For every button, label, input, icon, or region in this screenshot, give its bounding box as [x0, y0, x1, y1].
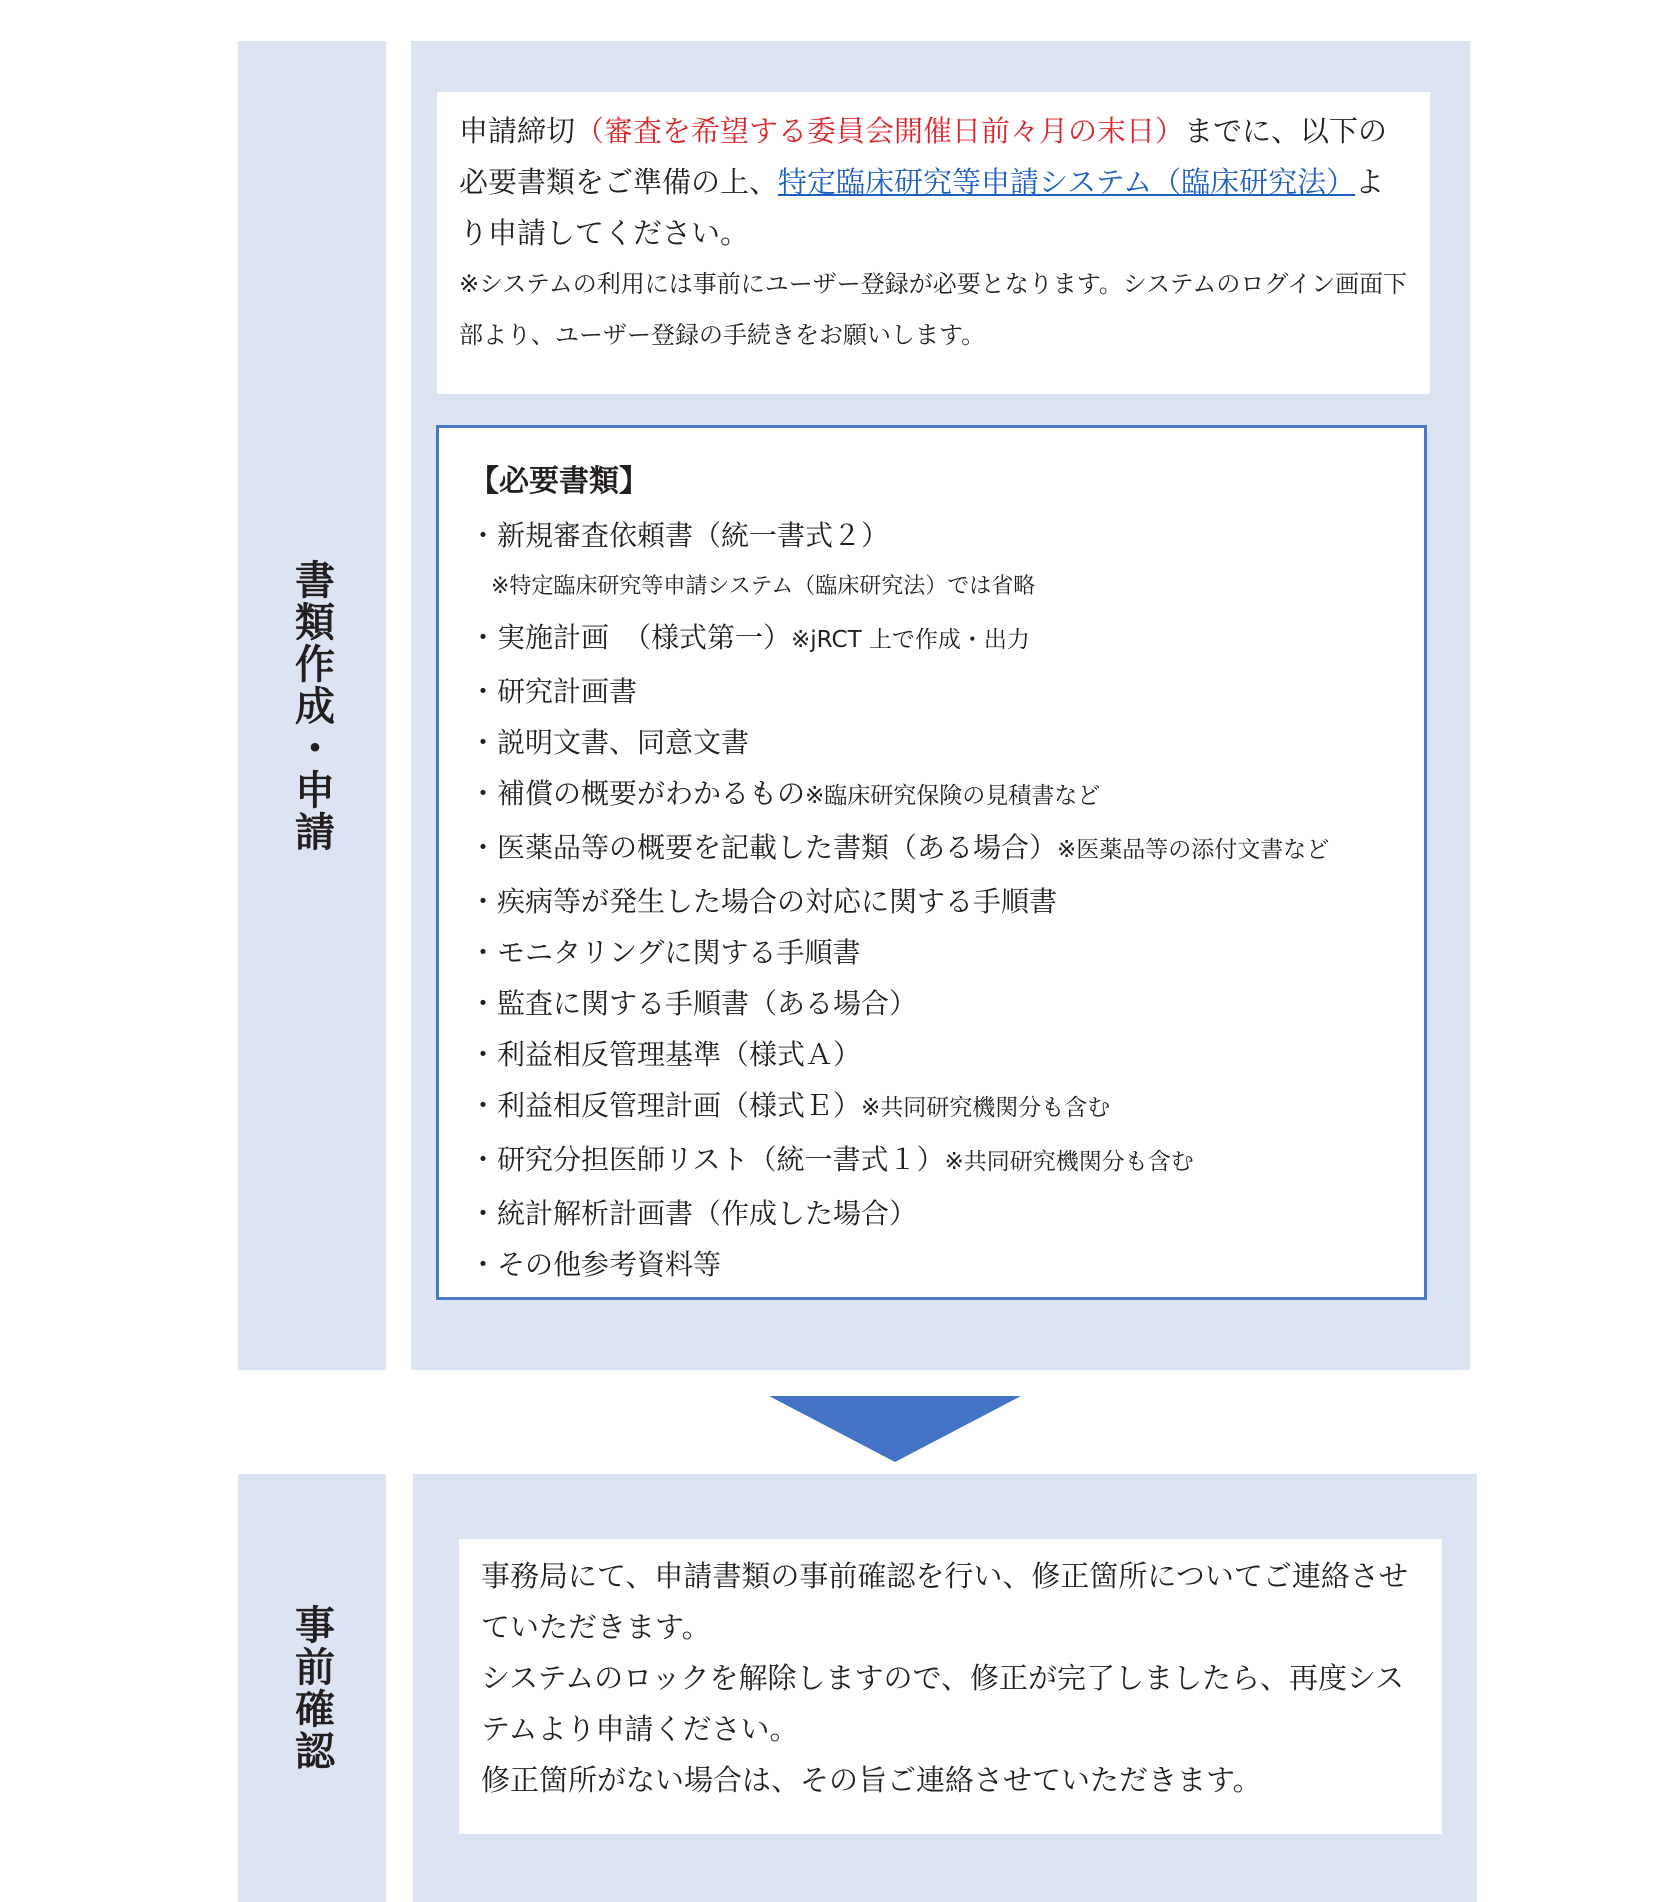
doc-list-subnote: [469, 561, 1394, 612]
doc-item-text: ・新規審査依頼書（統一書式２）: [469, 519, 890, 552]
doc-list-item: [469, 510, 1394, 561]
required-docs-card: [436, 425, 1427, 1300]
down-arrow-icon: [769, 1396, 1021, 1462]
doc-list-item: [469, 978, 1394, 1029]
section1-label-band: [238, 41, 386, 1370]
doc-list-item: [469, 1134, 1394, 1188]
doc-item-text: ・統計解析計画書（作成した場合）: [469, 1197, 918, 1230]
confirm-text-1: 事務局にて、申請書類の事前確認を行い、修正箇所についてご連絡させていただきます。: [481, 1559, 1408, 1644]
doc-item-note: ※臨床研究保険の見積書など: [805, 783, 1101, 809]
doc-list-item: [469, 876, 1394, 927]
intro-text: [459, 106, 1408, 259]
doc-item-text: ・補償の概要がわかるもの: [469, 777, 806, 810]
doc-list-item: [469, 1188, 1394, 1239]
doc-list-item: [469, 927, 1394, 978]
doc-item-text: ・疾病等が発生した場合の対応に関する手順書: [469, 885, 1058, 918]
doc-list-item: [469, 612, 1394, 666]
intro-card: [437, 92, 1430, 394]
doc-item-text: ・その他参考資料等: [469, 1248, 722, 1281]
doc-item-text: ・研究分担医師リスト（統一書式１）: [469, 1143, 945, 1176]
intro-part2: までに、以下の必要書類をご準備の上、: [459, 114, 1388, 199]
doc-item-text: ・利益相反管理計画（様式Ｅ）: [469, 1089, 862, 1122]
docs-heading: 【必要書類】: [469, 464, 649, 499]
confirm-text-2: システムのロックを解除しますので、修正が完了しましたら、再度システムより申請ください。: [481, 1661, 1405, 1746]
doc-item-text: ・医薬品等の概要を記載した書類（ある場合）: [469, 831, 1058, 864]
doc-item-note: ※共同研究機関分も含む: [861, 1095, 1111, 1121]
doc-item-text: ・利益相反管理基準（様式Ａ）: [469, 1038, 862, 1071]
doc-list-item: [469, 666, 1394, 717]
section1-label: 書類作成・申請: [288, 558, 335, 853]
doc-item-note: ※共同研究機関分も含む: [944, 1149, 1194, 1175]
system-link[interactable]: 特定臨床研究等申請システム（臨床研究法）: [778, 165, 1356, 199]
doc-item-text: ・研究計画書: [469, 675, 638, 708]
doc-item-text: ・監査に関する手順書（ある場合）: [469, 987, 918, 1020]
deadline-text: （審査を希望する委員会開催日前々月の末日）: [575, 114, 1185, 148]
section2-label: 事前確認: [288, 1604, 335, 1772]
doc-item-note: ※jRCT 上で作成・出力: [791, 627, 1030, 653]
intro-part3: より申請してください。: [459, 165, 1385, 250]
intro-part1: 申請締切: [459, 114, 576, 148]
doc-item-text: ・実施計画 （様式第一）: [469, 621, 792, 654]
intro-note: ※システムの利用には事前にユーザー登録が必要となります。システムのログイン画面下部より、ユーザー登録の手続きをお願いします。: [459, 270, 1408, 349]
doc-item-text: ・モニタリングに関する手順書: [469, 936, 861, 969]
doc-list-item: [469, 768, 1394, 822]
doc-list-item: [469, 717, 1394, 768]
section2-label-band: [238, 1474, 386, 1902]
doc-list-item: [469, 1029, 1394, 1080]
doc-list-item: [469, 822, 1394, 876]
doc-item-text: ・説明文書、同意文書: [469, 726, 750, 759]
confirm-card: [459, 1539, 1442, 1834]
doc-item-text: ※特定臨床研究等申請システム（臨床研究法）では省略: [491, 574, 1036, 599]
confirm-text-3: 修正箇所がない場合は、その旨ご連絡させていただきます。: [481, 1763, 1262, 1797]
docs-list: [469, 510, 1394, 1290]
doc-item-note: ※医薬品等の添付文書など: [1057, 837, 1330, 863]
doc-list-item: [469, 1239, 1394, 1290]
doc-list-item: [469, 1080, 1394, 1134]
